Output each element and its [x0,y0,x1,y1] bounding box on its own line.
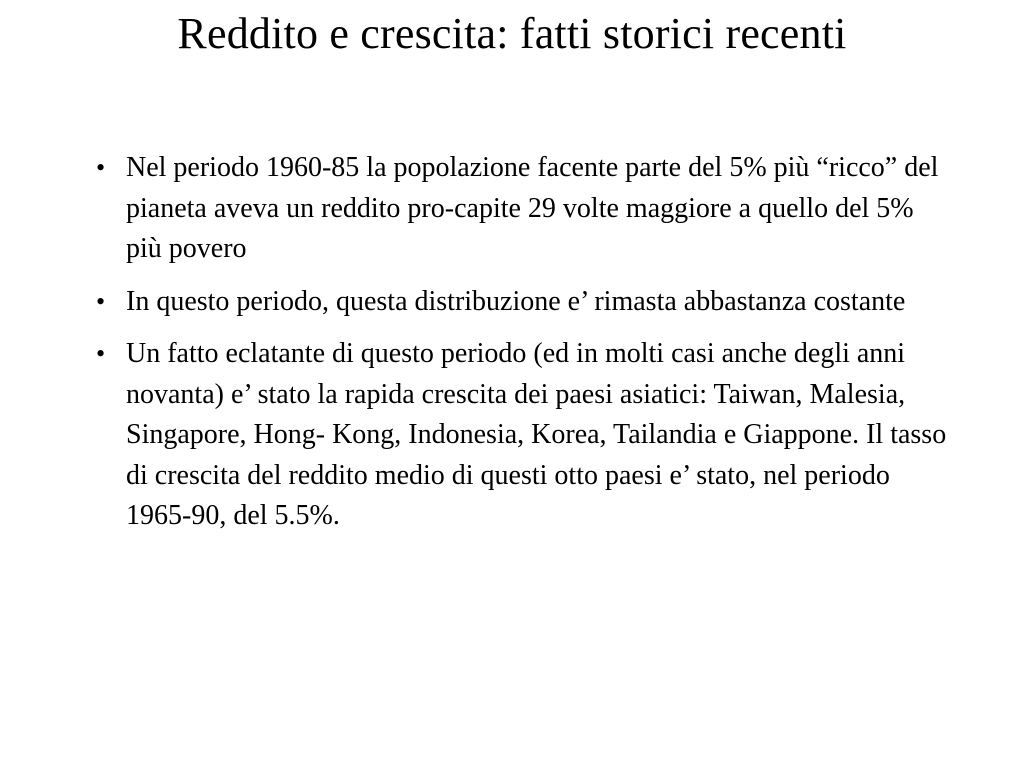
bullet-text: Nel periodo 1960-85 la popolazione facente parte del 5% più “ricco” del pianeta aveva un reddito pro-capite 29 volte maggiore a quello del 5% più povero [126,152,939,264]
bullet-item [92,334,952,537]
bullet-dot-icon: • [96,339,106,368]
slide-title: Reddito e crescita: fatti storici recenti [177,9,847,58]
bullet-dot-icon: • [96,153,106,182]
bullet-item [92,282,952,323]
bullet-item [92,148,952,270]
bullet-text: In questo periodo, questa distribuzione e’ rimasta abbastanza costante [126,285,906,317]
bullet-dot-icon: • [96,286,106,316]
bullet-text: Un fatto eclatante di questo periodo (ed in molti casi anche degli anni novanta) e’ stato la rapida crescita dei paesi asiatici: Taiwan, Malesia, Singapore, Hong- Kong, Indonesia, Korea, Tailandia e Giappone. Il tasso di crescita del reddito medio di questi otto paesi e’ stato, nel periodo 1965-90, del 5.5%. [126,338,947,531]
bullet-list [92,148,952,549]
